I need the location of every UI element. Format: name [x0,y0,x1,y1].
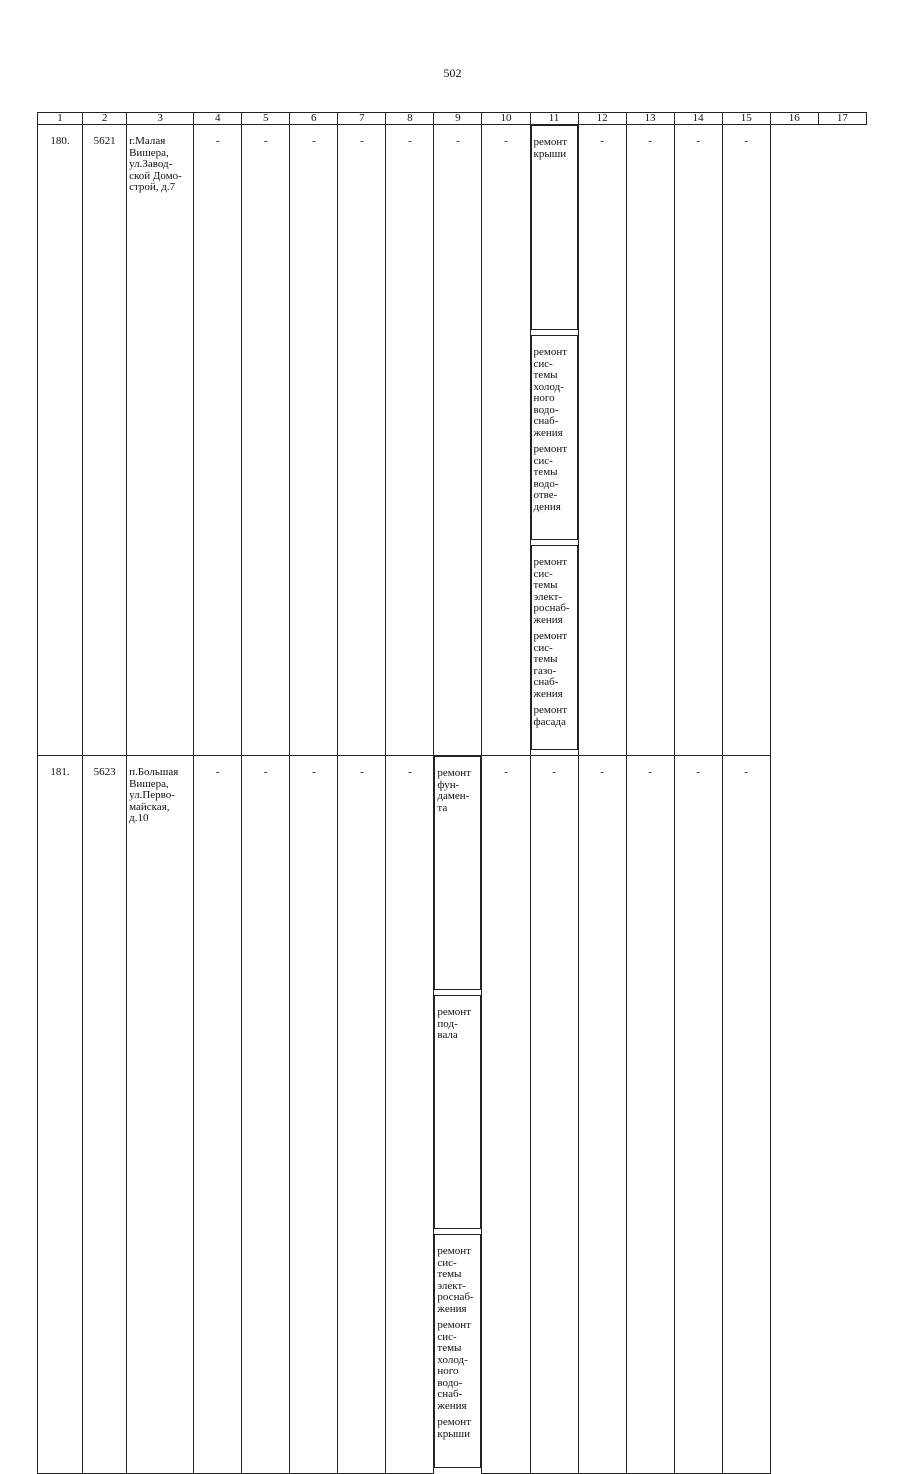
column-header-13: 13 [626,113,674,125]
repair-work-line: ремонт [533,704,568,716]
house-code-cell: 5621 [83,125,127,756]
repair-work-line: отве- [533,489,558,501]
empty-dash-cell: - [626,125,674,756]
repair-work-line: темы [533,579,558,591]
repair-work-line: ного [533,392,555,404]
repair-work-line: под- [437,1017,458,1030]
repair-work-item [534,557,575,626]
column-header-9: 9 [434,113,482,125]
column-header-11: 11 [530,113,578,125]
empty-dash-cell: - [722,125,770,756]
repair-work-line: роснаб- [437,1291,474,1303]
repair-work-line: роснаб- [533,602,570,614]
repair-work-line: водо- [533,477,559,490]
table-body [38,125,867,1474]
empty-dash-cell: - [482,756,530,1474]
repair-work-line: ремонт [437,1245,471,1257]
table-row [38,756,867,1474]
repair-work-line: вала [437,1029,458,1041]
repair-work-line: ремонт [533,346,568,358]
repair-work-cell [531,545,578,750]
column-header-16: 16 [770,113,818,125]
column-header-8: 8 [386,113,434,125]
empty-dash-cell: - [194,756,242,1474]
repair-work-line: элект- [533,590,563,603]
address-line: д.10 [129,812,149,824]
repair-work-item [437,1007,478,1042]
empty-dash-cell: - [386,756,434,1474]
empty-dash-cell: - [722,756,770,1474]
empty-dash-cell: - [674,756,722,1474]
repair-work-line: ремонт [437,1006,471,1018]
address-line: ул.Перво- [129,789,175,801]
column-header-1: 1 [38,113,83,125]
repair-work-line: ремонт [437,1416,471,1428]
repair-work-item [437,1417,478,1440]
repair-work-line: жения [533,687,563,700]
empty-dash-cell: - [578,125,626,756]
repair-work-line: холод- [437,1353,468,1366]
column-header-3: 3 [127,113,194,125]
column-header-7: 7 [338,113,386,125]
repair-work-line: снаб- [437,1388,463,1400]
column-header-10: 10 [482,113,530,125]
repair-work-item [534,347,575,439]
repair-work-line: сис- [533,641,553,654]
address-cell [127,756,194,1474]
repair-work-item [534,137,575,160]
repair-work-cell [434,995,481,1229]
empty-dash-cell: - [434,125,482,756]
address-line: Вишера, [129,777,169,790]
repair-work-item [534,444,575,513]
repair-work-line: ного [437,1365,459,1377]
row-number-cell: 180. [38,125,83,756]
empty-dash-cell: - [530,756,578,1474]
empty-dash-cell: - [290,756,338,1474]
repair-work-line: ремонт [437,767,471,779]
column-header-14: 14 [674,113,722,125]
address-line: Вишера, [129,146,169,159]
header-row [38,113,867,125]
column-header-12: 12 [578,113,626,125]
empty-dash-cell: - [338,756,386,1474]
column-header-15: 15 [722,113,770,125]
repair-work-cell [434,1234,481,1468]
address-line: ской Домо- [129,169,182,182]
repair-work-line: жения [437,1399,467,1412]
empty-dash-cell: - [482,125,530,756]
empty-dash-cell: - [578,756,626,1474]
address-line: строй, д.7 [129,181,176,193]
repair-work-line: темы [533,466,558,478]
repair-work-cell [434,756,481,990]
repair-work-line: фасада [533,715,566,728]
repair-work-line: крыши [437,1427,470,1440]
empty-dash-cell: - [290,125,338,756]
repair-work-line: ремонт [533,136,568,148]
page-number: 502 [443,66,462,80]
repair-work-line: темы [437,1342,462,1354]
empty-dash-cell: - [338,125,386,756]
repair-work-line: снаб- [533,415,559,427]
address-cell [127,125,194,756]
repair-work-cell [531,125,578,330]
repair-work-line: сис- [533,567,553,580]
repair-work-line: ремонт [533,630,568,642]
repair-work-line: ремонт [533,556,568,568]
empty-dash-cell: - [674,125,722,756]
column-header-2: 2 [83,113,127,125]
repair-work-line: темы [533,653,558,665]
repair-work-line: темы [437,1268,462,1280]
repair-work-line: жения [533,613,563,626]
repair-work-line: ремонт [533,443,568,455]
repair-work-line: фун- [437,778,460,791]
repair-work-line: темы [533,369,558,381]
repair-work-line: жения [533,426,563,439]
repair-work-item [437,768,478,814]
table-row [38,125,867,756]
repair-work-line: холод- [533,380,564,393]
empty-dash-cell: - [194,125,242,756]
repair-work-line: элект- [437,1279,466,1292]
empty-dash-cell: - [626,756,674,1474]
repair-work-line: газо- [533,664,557,677]
repair-work-line: снаб- [533,676,559,688]
address-line: г.Малая [129,135,166,147]
repair-work-line: водо- [437,1376,463,1389]
repair-work-item [437,1320,478,1412]
repair-work-line: та [437,801,448,814]
empty-dash-cell: - [242,756,290,1474]
repair-work-item [534,705,575,728]
address-line: п.Большая [129,766,179,778]
repair-work-line: жения [437,1302,467,1315]
row-number-cell: 181. [38,756,83,1474]
column-header-4: 4 [194,113,242,125]
repair-work-line: сис- [437,1330,457,1343]
address-line: ул.Завод- [129,158,173,170]
address-line: майская, [129,800,170,813]
repair-work-line: дамен- [437,790,470,802]
column-header-5: 5 [242,113,290,125]
repair-work-cell [531,335,578,540]
house-code-cell: 5623 [83,756,127,1474]
repair-work-line: дения [533,500,561,513]
repair-work-line: сис- [437,1256,457,1269]
repair-work-line: ремонт [437,1319,471,1331]
empty-dash-cell: - [242,125,290,756]
column-header-6: 6 [290,113,338,125]
repair-schedule-table [37,112,867,1474]
repair-work-line: сис- [533,454,553,467]
repair-work-item [534,631,575,700]
empty-dash-cell: - [386,125,434,756]
repair-work-line: крыши [533,147,567,160]
repair-work-line: водо- [533,403,559,416]
repair-work-item [437,1246,478,1315]
column-header-17: 17 [818,113,866,125]
repair-work-line: сис- [533,357,553,370]
